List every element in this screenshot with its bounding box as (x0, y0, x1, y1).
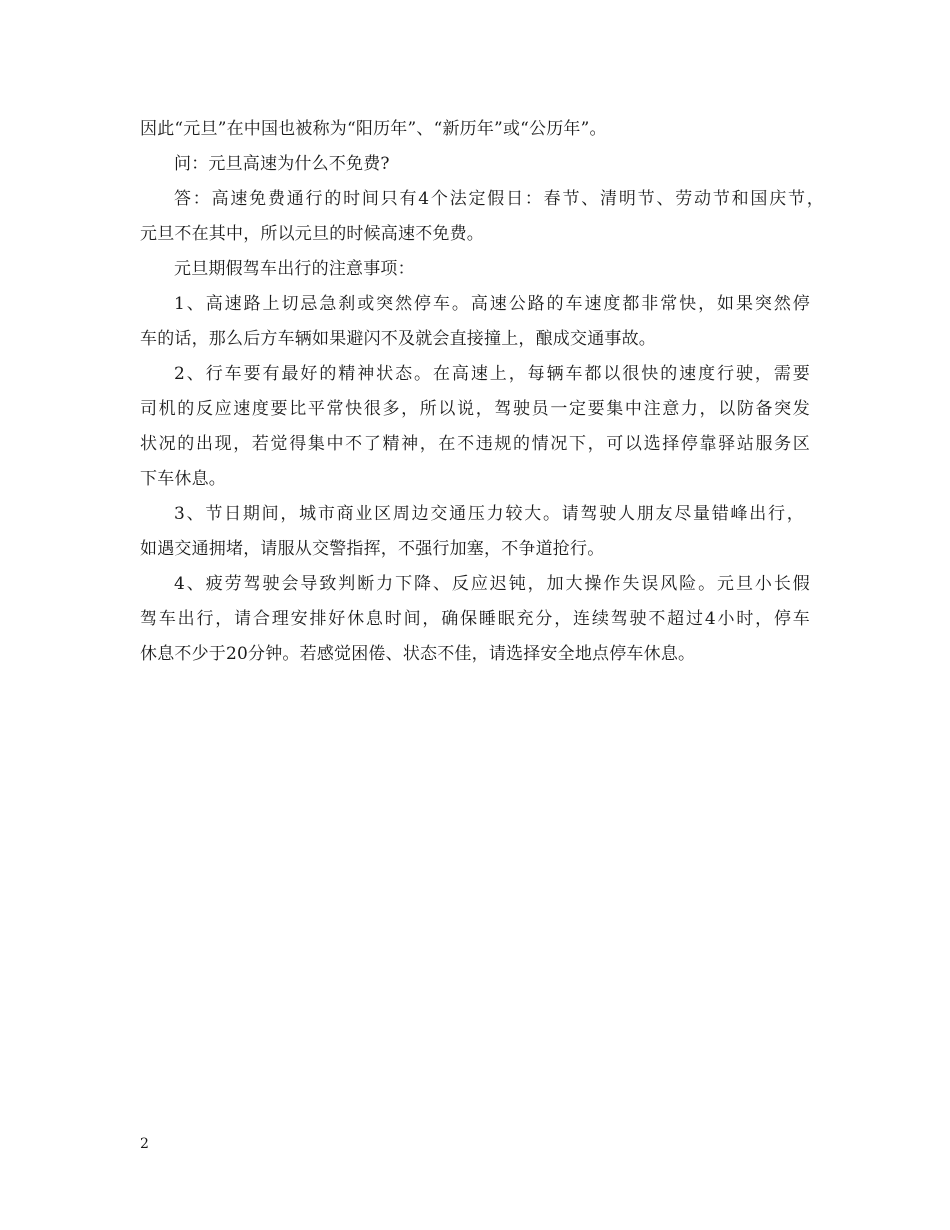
section-heading: 元旦期假驾车出行的注意事项： (174, 259, 415, 279)
list-item-line: 休息不少于20分钟。若感觉困倦、状态不佳，请选择安全地点停车休息。 (140, 644, 696, 664)
paragraph-line: 元旦不在其中，所以元旦的时候高速不免费。 (140, 224, 484, 244)
list-item-line: 车的话，那么后方车辆如果避闪不及就会直接撞上，酿成交通事故。 (140, 329, 656, 349)
list-item-line: 1、高速路上切忌急刹或突然停车。高速公路的车速度都非常快，如果突然停 (174, 294, 810, 314)
list-item-line: 状况的出现，若觉得集中不了精神，在不违规的情况下，可以选择停靠驿站服务区 (140, 434, 810, 454)
list-item-line: 驾车出行，请合理安排好休息时间，确保睡眠充分，连续驾驶不超过4小时，停车 (140, 609, 810, 629)
paragraph-line: 因此“元旦”在中国也被称为“阳历年”、“新历年”或“公历年”。 (140, 119, 607, 139)
list-item-line: 3、节日期间，城市商业区周边交通压力较大。请驾驶人朋友尽量错峰出行， (174, 504, 804, 524)
list-item-line: 2、行车要有最好的精神状态。在高速上，每辆车都以很快的速度行驶，需要 (174, 364, 810, 384)
question-line: 问：元旦高速为什么不免费? (174, 154, 390, 174)
page-number: 2 (140, 1136, 149, 1152)
list-item-line: 4、疲劳驾驶会导致判断力下降、反应迟钝，加大操作失误风险。元旦小长假 (174, 574, 810, 594)
list-item-line: 如遇交通拥堵，请服从交警指挥，不强行加塞，不争道抢行。 (140, 539, 605, 559)
list-item-line: 下车休息。 (140, 469, 226, 489)
answer-line: 答：高速免费通行的时间只有4个法定假日：春节、清明节、劳动节和国庆节， (174, 189, 824, 209)
list-item-line: 司机的反应速度要比平常快很多，所以说，驾驶员一定要集中注意力，以防备突发 (140, 399, 810, 419)
